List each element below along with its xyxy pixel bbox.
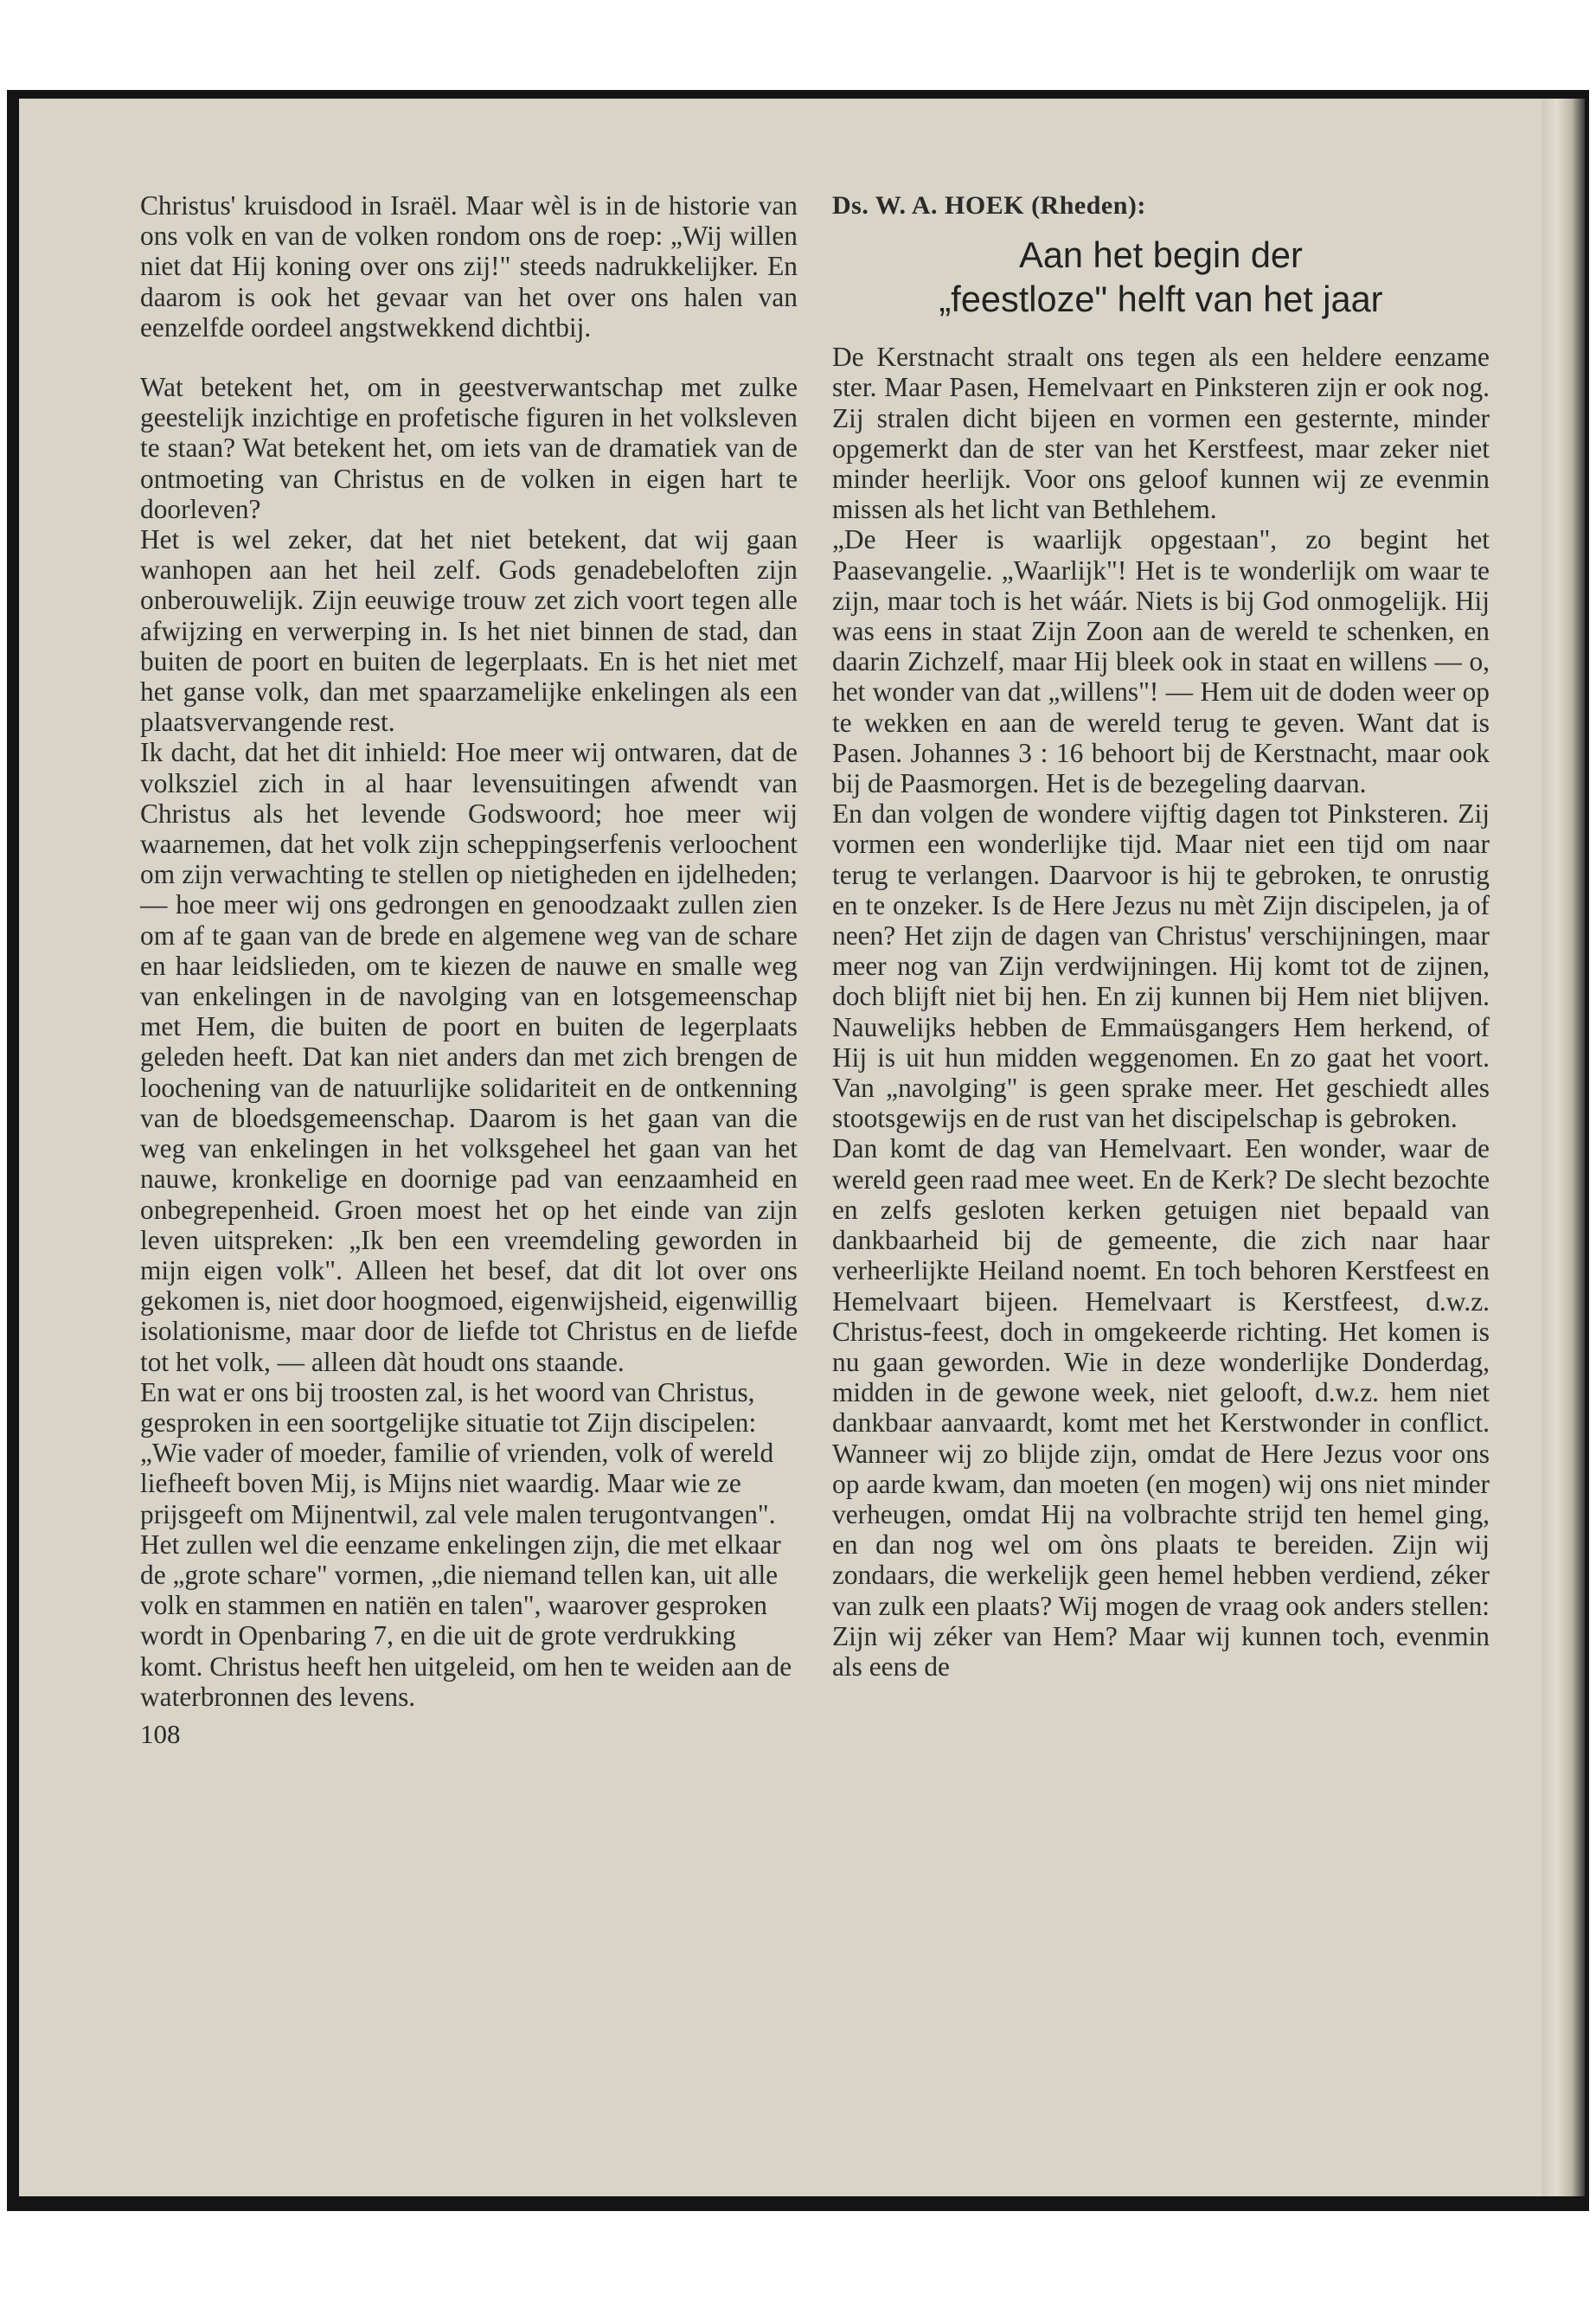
page: [19, 99, 1542, 2196]
article-title-line-1: Aan het begin der: [1019, 234, 1303, 276]
article-title-line-2: „feestloze" helft van het jaar: [939, 279, 1383, 320]
article-author: Ds. W. A. HOEK (Rheden):: [832, 191, 1146, 220]
article-title: [832, 233, 1490, 321]
right-paragraph-2: „De Heer is waarlijk opgestaan", zo begint het Paasevangelie. „Waarlijk"! Het is te wonderlijk om waar te zijn, maar toch is het wáár. Niets is bij God onmogelijk. Hij was eens in staat Zijn Zoon aan de wereld te schenken, en daarin Zichzelf, maar Hij bleek ook in staat en willens — o, het wonder van dat „willens"! — Hem uit de doden weer op te wekken en aan de wereld terug te geven. Want dat is Pasen. Johannes 3 : 16 behoort bij de Kerstnacht, maar ook bij de Paasmorgen. Het is de bezegeling daarvan.: [832, 524, 1490, 799]
right-column: [832, 190, 1490, 1682]
right-paragraph-4: Dan komt de dag van Hemelvaart. Een wonder, waar de wereld geen raad mee weet. En de Kerk? De slecht bezochte en zelfs gesloten kerken getuigen niet bepaald van dankbaarheid bij de gemeente, die zich naar haar verheerlijkte Heiland noemt. En toch behoren Kerstfeest en Hemelvaart bijeen. Hemelvaart is Kerstfeest, d.w.z. Christus-feest, doch in omgekeerde richting. Het komen is nu gaan geworden. Wie in deze wonderlijke Donderdag, midden in de gewone week, niet gelooft, d.w.z. hem niet dankbaar aanvaardt, komt met het Kerstwonder in conflict. Wanneer wij zo blijde zijn, omdat de Here Jezus voor ons op aarde kwam, dan moeten (en mogen) wij ons niet minder verheugen, omdat Hij na volbrachte strijd ten hemel ging, en dan nog wel om òns plaats te bereiden. Zijn wij zondaars, die werkelijk geen hemel hebben verdiend, zéker van zulk een plaats? Wij mogen de vraag ook anders stellen: Zijn wij zéker van Hem? Maar wij kunnen toch, evenmin als eens de: [832, 1133, 1490, 1682]
left-paragraph-5: En wat er ons bij troosten zal, is het woord van Christus, gesproken in een soortgelijke situatie tot Zijn discipelen: „Wie vader of moeder, familie of vrienden, volk of wereld liefheeft boven Mij, is Mijns niet waardig. Maar wie ze prijsgeeft om Mijnentwil, zal vele malen terugontvangen". Het zullen wel die eenzame enkelingen zijn, die met elkaar de „grote schare" vormen, „die niemand tellen kan, uit alle volk en stammen en natiën en talen", waarover gesproken wordt in Openbaring 7, en die uit de grote verdrukking komt. Christus heeft hen uitgeleid, om hen te weiden aan de waterbronnen des levens.: [140, 1376, 792, 1712]
left-paragraph-4: Ik dacht, dat het dit inhield: Hoe meer wij ontwaren, dat de volksziel zich in al haar levensuitingen afwendt van Christus als het levende Godswoord; hoe meer wij waarnemen, dat het volk zijn scheppingserfenis verloochent om zijn verwachting te stellen op nietigheden en ijdelheden; — hoe meer wij ons gedrongen en genoodzaakt zullen zien om af te gaan van de brede en algemene weg van de schare en haar leidslieden, om te kiezen de nauwe en smalle weg van enkelingen in de navolging van en lotsgemeenschap met Hem, die buiten de poort en buiten de legerplaats geleden heeft. Dat kan niet anders dan met zich brengen de loochening van de natuurlijke solidariteit en de ontkenning van de bloedsgemeenschap. Daarom is het gaan van die weg van enkelingen in het volksgeheel het gaan van het nauwe, kronkelige en doornige pad van eenzaamheid en onbegrepenheid. Groen moest het op het einde van zijn leven uitspreken: „Ik ben een vreemdeling geworden in mijn eigen volk". Alleen het besef, dat dit lot over ons gekomen is, niet door hoogmoed, eigenwijsheid, eigenwillig isolationisme, maar door de liefde tot Christus en de liefde tot het volk, — alleen dàt houdt ons staande.: [140, 737, 798, 1377]
right-paragraph-1: De Kerstnacht straalt ons tegen als een heldere eenzame ster. Maar Pasen, Hemelvaart en Pinksteren zijn er ook nog. Zij stralen dicht bijeen en vormen een gesternte, minder opgemerkt dan de ster van het Kerstfeest, maar zeker niet minder heerlijk. Voor ons geloof kunnen wij ze evenmin missen als het licht van Bethlehem.: [832, 342, 1490, 525]
page-number: 108: [140, 1718, 181, 1749]
left-paragraph-1: Christus' kruisdood in Israël. Maar wèl is in de historie van ons volk en van de volken rondom ons de roep: „Wij willen niet dat Hij koning over ons zij!" steeds nadrukkelijker. En daarom is ook het gevaar van het over ons halen van eenzelfde oordeel angstwekkend dichtbij.: [140, 190, 798, 343]
left-paragraph-3: Het is wel zeker, dat het niet betekent, dat wij gaan wanhopen aan het heil zelf. Gods genadebeloften zijn onberouwelijk. Zijn eeuwige trouw zet zich voort tegen alle afwijzing en verwerping in. Is het niet binnen de stad, dan buiten de poort en buiten de legerplaats. En is het niet met het ganse volk, dan met spaarzamelijke enkelingen als een plaatsvervangende rest.: [140, 524, 798, 738]
left-column: [140, 190, 798, 1749]
book-spine: [1542, 99, 1585, 2196]
right-paragraph-3: En dan volgen de wondere vijftig dagen tot Pinksteren. Zij vormen een wonderlijke tijd. Maar niet een tijd om naar terug te verlangen. Daarvoor is hij te gebroken, te onrustig en te onzeker. Is de Here Jezus nu mèt Zijn discipelen, ja of neen? Het zijn de dagen van Christus' verschijningen, maar meer nog van Zijn verdwijningen. Hij komt tot de zijnen, doch blijft niet bij hen. En zij kunnen bij Hem niet blijven. Nauwelijks hebben de Emmaüsgangers Hem herkend, of Hij is uit hun midden weggenomen. En zo gaat het voort. Van „navolging" is geen sprake meer. Het geschiedt alles stootsgewijs en de rust van het discipelschap is gebroken.: [832, 798, 1490, 1134]
left-paragraph-2: Wat betekent het, om in geestverwantschap met zulke geestelijk inzichtige en profetische figuren in het volksleven te staan? Wat betekent het, om iets van de dramatiek van de ontmoeting van Christus en de volken in eigen hart te doorleven?: [140, 372, 798, 524]
